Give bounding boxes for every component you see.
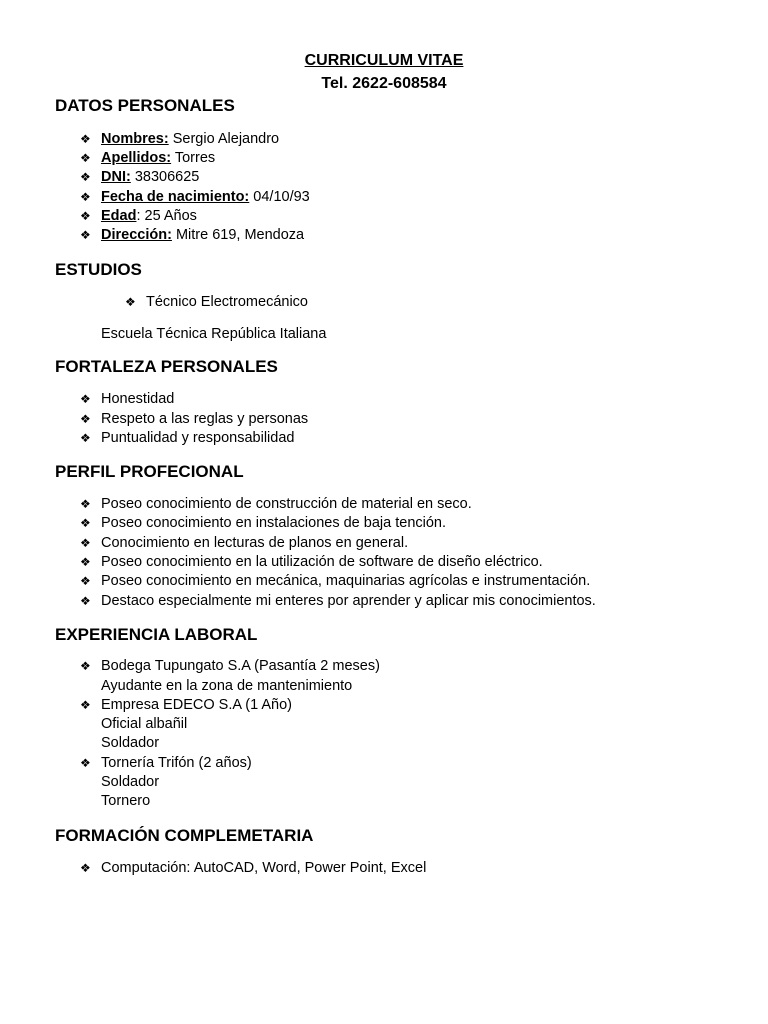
datos-item: Fecha de nacimiento: 04/10/93 (101, 189, 310, 205)
list-item: Poseo conocimiento en mecánica, maquinarias agrícolas e instrumentación. (101, 573, 591, 589)
bullet-icon: ❖ (80, 392, 91, 406)
bullet-icon: ❖ (80, 594, 91, 608)
job-title: Tornería Trifón (2 años) (101, 755, 252, 771)
bullet-icon: ❖ (80, 497, 91, 511)
section-heading-perfil: PERFIL PROFECIONAL (55, 462, 244, 481)
document-title: CURRICULUM VITAE (304, 52, 464, 69)
bullet-icon: ❖ (80, 536, 91, 550)
bullet-icon: ❖ (80, 431, 91, 445)
bullet-icon: ❖ (80, 151, 91, 165)
bullet-icon: ❖ (80, 756, 91, 770)
bullet-icon: ❖ (80, 132, 91, 146)
list-item: Destaco especialmente mi enteres por aprender y aplicar mis conocimientos. (101, 593, 596, 609)
list-item: Computación: AutoCAD, Word, Power Point, Excel (101, 860, 427, 876)
bullet-icon: ❖ (80, 516, 91, 530)
list-item: Conocimiento en lecturas de planos en general. (101, 535, 409, 551)
job-detail: Tornero (101, 793, 151, 809)
job-title: Bodega Tupungato S.A (Pasantía 2 meses) (101, 658, 380, 674)
bullet-icon: ❖ (80, 555, 91, 569)
datos-item: Edad: 25 Años (101, 208, 197, 224)
bullet-icon: ❖ (80, 190, 91, 204)
bullet-icon: ❖ (80, 698, 91, 712)
phone-line: Tel. 2622-608584 (321, 75, 447, 92)
list-item: Honestidad (101, 391, 175, 407)
job-detail: Oficial albañil (101, 716, 188, 732)
datos-item: Nombres: Sergio Alejandro (101, 131, 280, 147)
job-detail: Soldador (101, 735, 160, 751)
job-detail: Soldador (101, 774, 160, 790)
datos-item: Dirección: Mitre 619, Mendoza (101, 227, 305, 243)
section-heading-datos: DATOS PERSONALES (55, 96, 235, 115)
bullet-icon: ❖ (125, 295, 136, 309)
section-heading-experiencia: EXPERIENCIA LABORAL (55, 625, 258, 644)
section-heading-estudios: ESTUDIOS (55, 260, 142, 279)
list-item: Respeto a las reglas y personas (101, 411, 309, 427)
bullet-icon: ❖ (80, 412, 91, 426)
bullet-icon: ❖ (80, 170, 91, 184)
job-detail: Ayudante en la zona de mantenimiento (101, 678, 353, 694)
datos-item: Apellidos: Torres (101, 150, 216, 166)
job-title: Empresa EDECO S.A (1 Año) (101, 697, 292, 713)
section-heading-fortaleza: FORTALEZA PERSONALES (55, 357, 278, 376)
bullet-icon: ❖ (80, 659, 91, 673)
section-heading-formacion: FORMACIÓN COMPLEMETARIA (55, 826, 314, 845)
bullet-icon: ❖ (80, 861, 91, 875)
list-item: Poseo conocimiento de construcción de material en seco. (101, 496, 472, 512)
list-item: Puntualidad y responsabilidad (101, 430, 295, 446)
list-item: Poseo conocimiento en instalaciones de baja tención. (101, 515, 447, 531)
bullet-icon: ❖ (80, 574, 91, 588)
estudios-item: Técnico Electromecánico (146, 294, 308, 310)
estudios-school: Escuela Técnica República Italiana (101, 326, 327, 342)
datos-item: DNI: 38306625 (101, 169, 200, 185)
bullet-icon: ❖ (80, 209, 91, 223)
bullet-icon: ❖ (80, 228, 91, 242)
list-item: Poseo conocimiento en la utilización de software de diseño eléctrico. (101, 554, 543, 570)
